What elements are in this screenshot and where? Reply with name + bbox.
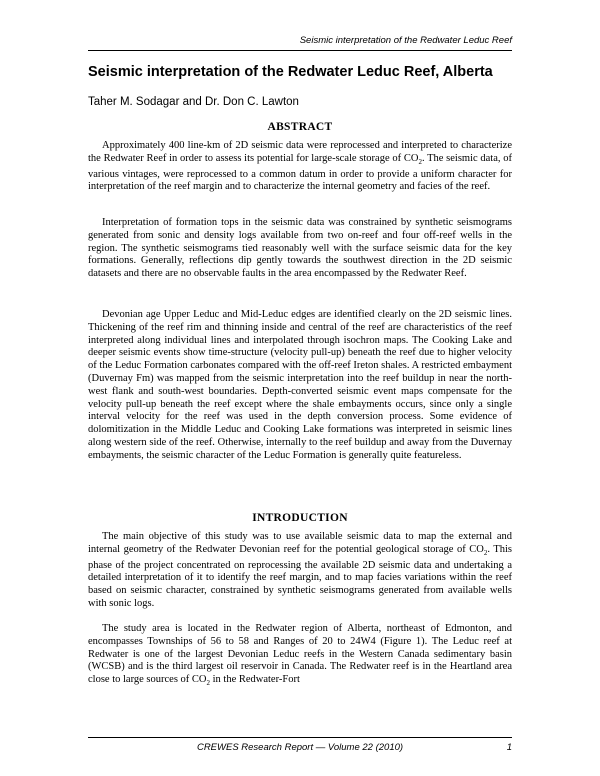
abstract-paragraph-3: Devonian age Upper Leduc and Mid-Leduc edges are identified clearly on the 2D seismic lines. Thickening of the reef rim and thinning inside and central of the reef are characteristics of the reef interpreted along individual lines and interpolated through isochron maps. The Cooking Lake and deeper seismic events show time-structure (velocity pull-up) beneath the reef due to higher velocity of the Leduc Formation carbonates compared with the off-reef Ireton shales. A restricted embayment (Duvernay Fm) was mapped from the seismic interpretation into the reef buildup in near the north-west flank and south-west boundaries. Depth-converted seismic event maps compensate for the velocity pull-up beneath the reef except where the shale embayments occurs, since only a single interval velocity for the reef was used in the depth conversion process. Some evidence of dolomitization in the Middle Leduc and Cooking Lake formations was interpreted in seismic lines along western side of the reef. Otherwise, internally to the reef buildup and away from the Duvernay embayments, the seismic character of the Leduc Formation is generally quite featureless. xyxy=(88,309,512,461)
introduction-paragraph-1: The main objective of this study was to use available seismic data to map the external and internal geometry of the Redwater Devonian reef for the potential geological storage of $CO_2$. This phase of the project concentrated on reprocessing the available 2D seismic data and undertaking a detailed interpretation of it to identify the reef margin, and to map facies variations within the reef based on seismic character, constrained by synthetic seismograms generated from available wells with sonic logs. xyxy=(88,531,513,610)
running-header: Seismic interpretation of the Redwater Leduc Reef xyxy=(299,35,512,46)
authors: Taher M. Sodagar and Dr. Don C. Lawton xyxy=(88,96,299,108)
abstract-heading: ABSTRACT xyxy=(267,121,333,133)
header-rule xyxy=(88,50,512,51)
footer-journal: CREWES Research Report — Volume 22 (2010) xyxy=(196,742,404,753)
introduction-heading: INTRODUCTION xyxy=(252,512,348,524)
introduction-paragraph-2: The study area is located in the Redwater region of Alberta, northeast of Edmonton, and encompasses Townships of 56 to 58 and Ranges of 20 to 24W4 (Figure 1). The Leduc reef at Redwater is one of the largest Devonian Leduc reefs in the Western Canada sedimentary basin (WCSB) and is the third largest oil reservoir in Canada. The Redwater reef is in the Heartland area close to large sources of $CO_2$ in the Redwater-Fort xyxy=(88,623,512,688)
footer-rule xyxy=(88,737,512,738)
page-number: 1 xyxy=(506,742,512,753)
paper-title: Seismic interpretation of the Redwater Leduc Reef, Alberta xyxy=(88,64,493,80)
abstract-paragraph-2: Interpretation of formation tops in the seismic data was constrained by synthetic seismograms generated from sonic and density logs available from two on-reef and four off-reef wells in the region. The synthetic seismograms tied reasonably well with the surface seismic data for the key formations. Generally, reflections dip gently towards the southwest direction in the 2D seismic datasets and there are no observable faults in the area encompassed by the Redwater Reef. xyxy=(88,217,512,280)
abstract-paragraph-1: Approximately 400 line-km of 2D seismic data were reprocessed and interpreted to characterize the Redwater Reef in order to assess its potential for large-scale storage of $CO_2$. The seismic data, of various vintages, were reprocessed to a common datum in order to provide a uniform character for interpretation of the reef margin and to characterize the internal geometry and facies of the reef. xyxy=(88,140,512,193)
